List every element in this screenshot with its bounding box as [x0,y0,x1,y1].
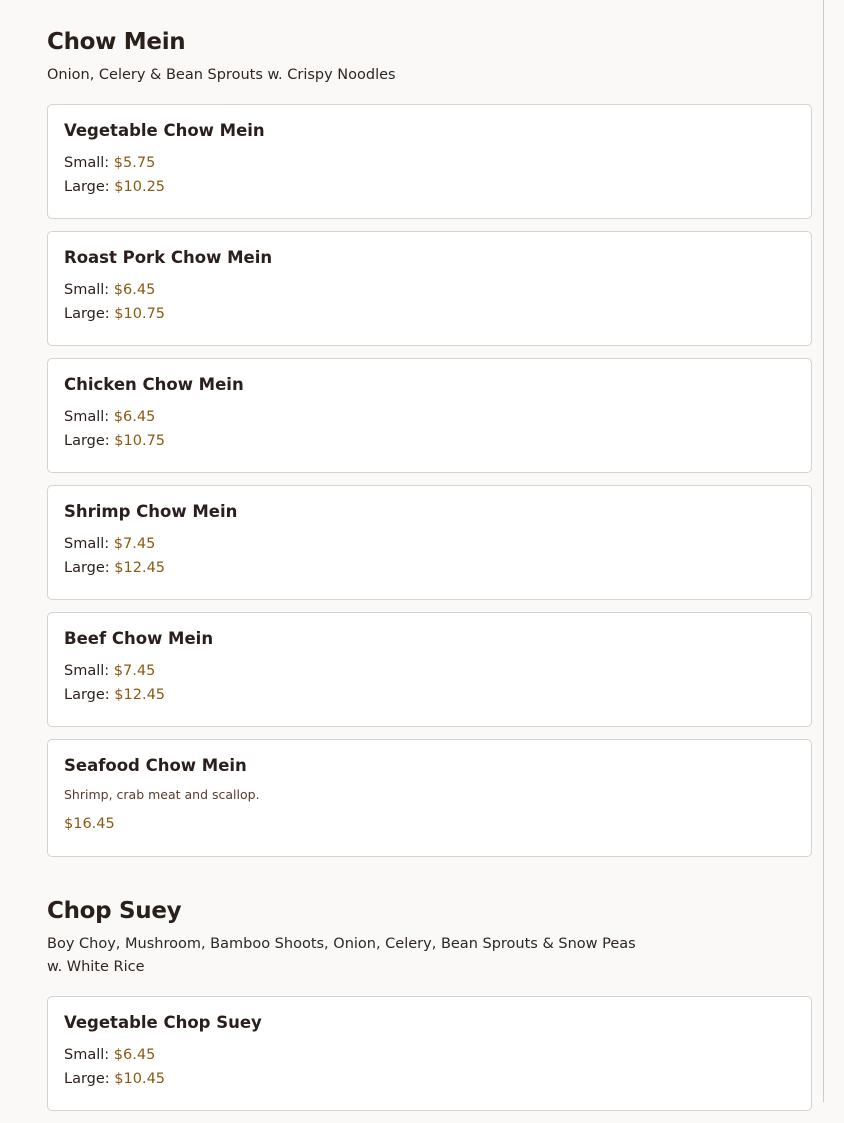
item-name: Vegetable Chop Suey [64,1013,262,1032]
size-label: Small: [64,663,110,679]
size-label: Large: [64,433,110,449]
section-description-line: Boy Choy, Mushroom, Bamboo Shoots, Onion, Celery, Bean Sprouts & Snow Peas [47,936,636,952]
menu-item-card[interactable] [47,485,812,600]
price-row-small [64,659,795,683]
size-label: Small: [64,1047,110,1063]
price-row-large [64,175,795,199]
price-row-small [64,405,795,429]
menu-item-card[interactable] [47,996,812,1111]
price-row-large [64,302,795,326]
section-chop-suey [47,896,812,979]
price-list [64,532,795,580]
price-list [64,151,795,199]
size-label: Large: [64,179,110,195]
section-title: Chop Suey [47,898,182,924]
size-label: Small: [64,409,110,425]
section-description: Onion, Celery & Bean Sprouts w. Crispy Noodles [47,67,396,83]
menu-item-card[interactable] [47,231,812,346]
page-right-border [823,0,824,1102]
price-row-large [64,1067,795,1091]
price-list [64,659,795,707]
price-row-small [64,278,795,302]
price-row-large [64,556,795,580]
size-label: Large: [64,306,110,322]
size-label: Small: [64,536,110,552]
price-row-large [64,683,795,707]
price-row-small [64,532,795,556]
section-description [47,933,812,979]
menu-item-card[interactable] [47,739,812,857]
price-list [64,278,795,326]
price-value: $16.45 [64,816,115,832]
menu-item-card[interactable] [47,612,812,727]
item-name: Vegetable Chow Mein [64,121,265,140]
price-value: $10.45 [114,1071,166,1087]
price-value: $6.45 [113,409,156,425]
chow-mein-items [47,104,812,869]
size-label: Large: [64,687,110,703]
price-list [64,405,795,453]
section-description-line: w. White Rice [47,959,145,975]
size-label: Small: [64,282,110,298]
price-row-small [64,151,795,175]
price-value: $7.45 [113,663,156,679]
price-value: $10.75 [114,433,166,449]
price-value: $5.75 [113,155,156,171]
price-value: $6.45 [113,282,156,298]
price-row-small [64,1043,795,1067]
price-row-large [64,429,795,453]
size-label: Small: [64,155,110,171]
size-label: Large: [64,1071,110,1087]
menu-item-card[interactable] [47,104,812,219]
item-name: Beef Chow Mein [64,629,214,648]
section-chow-mein [47,27,812,87]
price-value: $10.75 [114,306,166,322]
price-list [64,1043,795,1091]
item-name: Shrimp Chow Mein [64,502,238,521]
section-title: Chow Mein [47,29,186,55]
item-description: Shrimp, crab meat and scallop. [64,787,260,802]
price-value: $12.45 [114,687,166,703]
menu-item-card[interactable] [47,358,812,473]
item-name: Chicken Chow Mein [64,375,244,394]
chop-suey-items [47,996,812,1123]
price-value: $10.25 [114,179,166,195]
price-value: $7.45 [113,536,156,552]
item-name: Roast Pork Chow Mein [64,248,273,267]
item-name: Seafood Chow Mein [64,756,247,775]
size-label: Large: [64,560,110,576]
price-value: $6.45 [113,1047,156,1063]
price-value: $12.45 [114,560,166,576]
